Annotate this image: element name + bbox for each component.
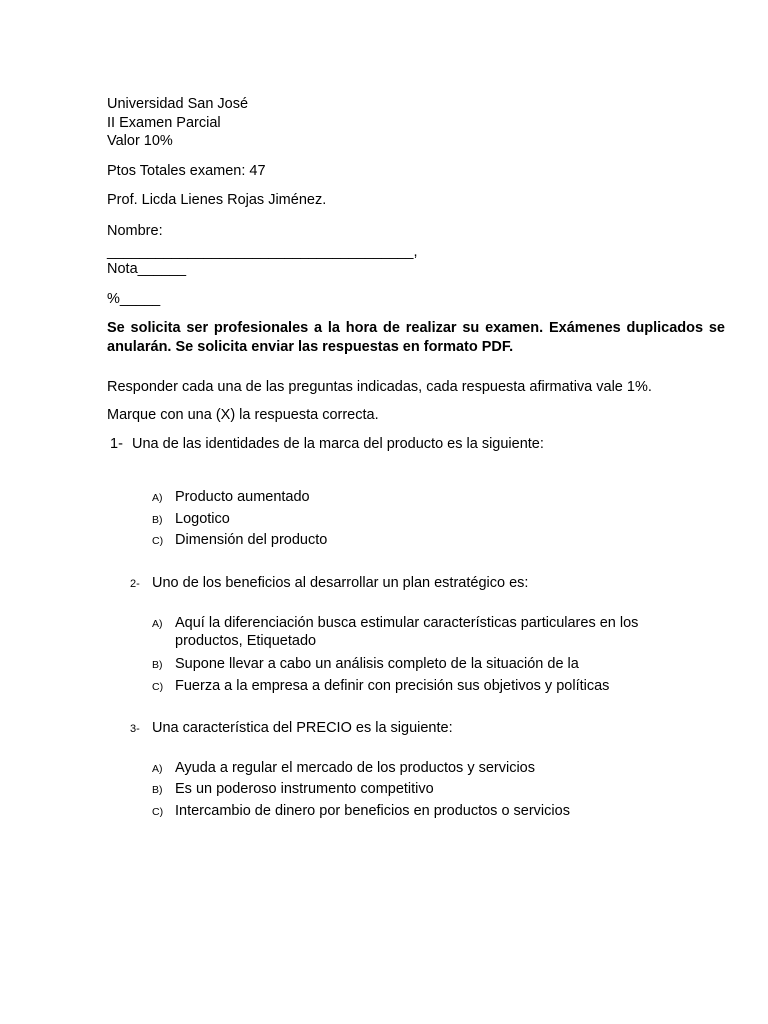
question-2-option-a-letter: A) bbox=[152, 618, 163, 630]
question-2-option-c-letter: C) bbox=[152, 681, 164, 693]
grade-label: Nota______ bbox=[107, 261, 187, 277]
question-1-option-b[interactable]: Logotico bbox=[175, 511, 230, 527]
percent-label: %_____ bbox=[107, 291, 161, 307]
question-2-number: 2- bbox=[130, 578, 140, 590]
instructions-line-2: Marque con una (X) la respuesta correcta. bbox=[107, 407, 379, 423]
question-3-option-a[interactable]: Ayuda a regular el mercado de los productos y servicios bbox=[175, 760, 536, 776]
question-3-number: 3- bbox=[130, 723, 140, 735]
exam-value: Valor 10% bbox=[107, 133, 173, 149]
name-blank-line: ______________________________________, bbox=[107, 244, 418, 260]
question-3-option-c[interactable]: Intercambio de dinero por beneficios en productos o servicios bbox=[175, 803, 570, 819]
exam-notice: Se solicita ser profesionales a la hora de realizar su examen. Exámenes duplicados se anularán. Se solicita enviar las respuestas en formato PDF. bbox=[107, 320, 725, 355]
question-3-option-c-letter: C) bbox=[152, 806, 164, 818]
question-2-option-a[interactable]: Aquí la diferenciación busca estimular características particulares en los productos, Etiquetado bbox=[175, 615, 639, 649]
question-1-option-a-letter: A) bbox=[152, 492, 163, 504]
question-1-option-c-letter: C) bbox=[152, 535, 164, 547]
instructions-line-1: Responder cada una de las preguntas indicadas, cada respuesta afirmativa vale 1%. bbox=[107, 379, 652, 395]
question-1-option-c[interactable]: Dimensión del producto bbox=[175, 532, 328, 548]
question-2-option-b-letter: B) bbox=[152, 659, 163, 671]
question-3-text: Una característica del PRECIO es la siguiente: bbox=[152, 720, 453, 736]
name-label: Nombre: bbox=[107, 223, 163, 239]
question-3-option-a-letter: A) bbox=[152, 763, 163, 775]
question-1-option-b-letter: B) bbox=[152, 514, 163, 526]
professor-name: Prof. Licda Lienes Rojas Jiménez. bbox=[107, 192, 327, 208]
question-2-option-b[interactable]: Supone llevar a cabo un análisis completo de la situación de la bbox=[175, 656, 579, 672]
question-3-option-b[interactable]: Es un poderoso instrumento competitivo bbox=[175, 781, 434, 797]
exam-title: II Examen Parcial bbox=[107, 115, 221, 131]
question-1-text: Una de las identidades de la marca del producto es la siguiente: bbox=[132, 436, 544, 452]
total-points: Ptos Totales examen: 47 bbox=[107, 163, 266, 179]
question-1-option-a[interactable]: Producto aumentado bbox=[175, 489, 310, 505]
university-name: Universidad San José bbox=[107, 96, 249, 112]
question-2-option-c[interactable]: Fuerza a la empresa a definir con precisión sus objetivos y políticas bbox=[175, 678, 610, 694]
question-2-text: Uno de los beneficios al desarrollar un plan estratégico es: bbox=[152, 575, 529, 591]
question-1-number: 1- bbox=[110, 436, 123, 452]
question-3-option-b-letter: B) bbox=[152, 784, 163, 796]
